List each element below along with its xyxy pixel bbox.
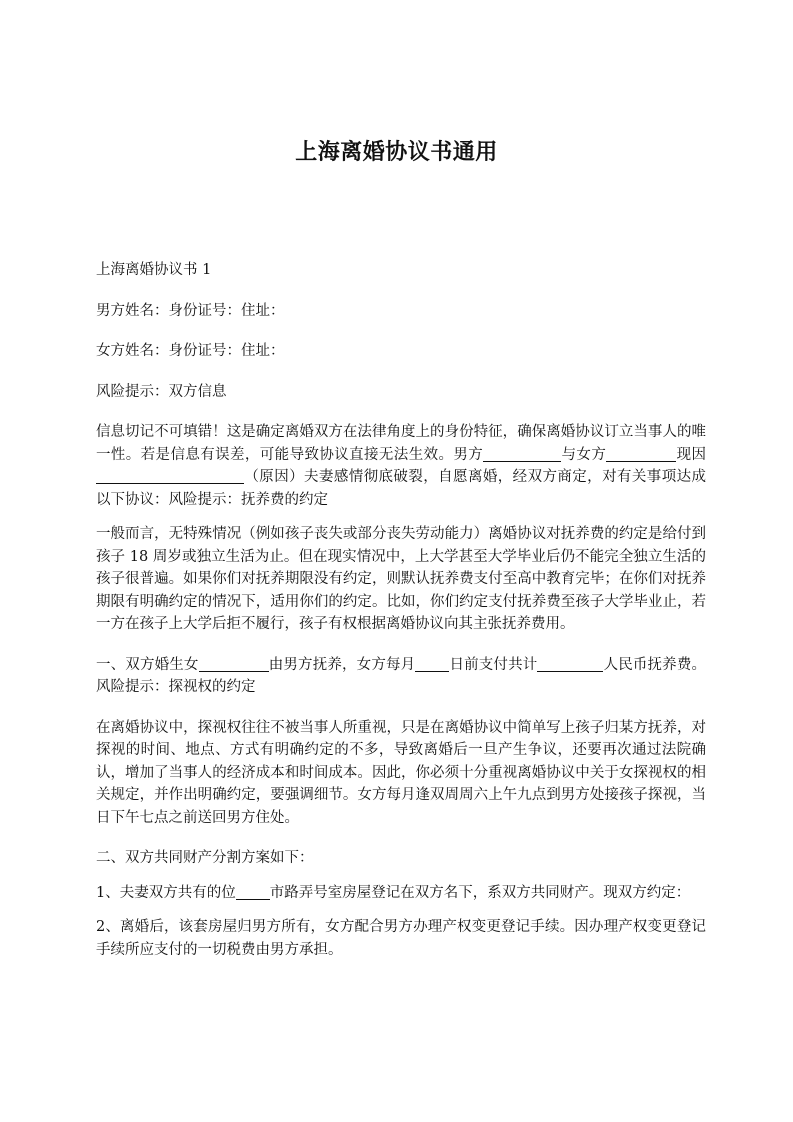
custody-text-a: 一、双方婚生女	[96, 656, 199, 673]
male-party-info: 男方姓名：身份证号：住址：	[96, 302, 285, 319]
female-party-info: 女方姓名：身份证号：住址：	[96, 343, 285, 359]
property-text-b: 市路弄号室房屋登记在双方名下，系双方共同财产。现双方约定：	[269, 884, 691, 901]
agreement-heading: 上海离婚协议书 1	[96, 262, 212, 278]
visitation-paragraph: 在离婚协议中，探视权往往不被当事人所重视，只是在离婚协议中简单写上孩子归某方抚养，对探视的时间、地点、方式有明确约定的不多，导致离婚后一旦产生争议，还要再次通过法院确认，增加了当事人的经济成本和时间成本。因此，你必须十分重视离婚协议中关于女探视权的相关规定，并作出明确约定，要强调细节。女方每月逢双周周六上午九点到男方处接孩子探视，当日下午七点之前送回男方住处。	[96, 719, 706, 826]
custody-text-b: 由男方抚养，女方每月	[268, 656, 416, 673]
document-title: 上海离婚协议书通用	[295, 140, 498, 165]
female-name-blank[interactable]	[606, 445, 676, 462]
property-clause-2: 2、离婚后，该套房屋归男方所有，女方配合男方办理产权变更登记手续。因办理产权变更登记手续所应支付的一切税费由男方承担。	[96, 919, 706, 958]
property-clause-1	[96, 882, 706, 905]
info-warning-paragraph	[96, 421, 706, 511]
info-warning-text-c: 现因	[676, 446, 706, 463]
info-warning-text-a: 信息切记不可填错！这是确定离婚双方在法律角度上的身份特征，确保离婚协议订立当事人的唯一性。若是信息有误差，可能导致协议直接无法生效。男方	[96, 424, 706, 463]
custody-text-c: 日前支付共计	[449, 656, 538, 673]
child-support-paragraph: 一般而言，无特殊情况（例如孩子丧失或部分丧失劳动能力）离婚协议对抚养费的约定是给付到孩子 18 周岁或独立生活为止。但在现实情况中，上大学甚至大学毕业后仍不能完全独立生活的孩子很普遍。如果你们对抚养期限没有约定，则默认抚养费支付至高中教育完毕；在你们对抚养期限有明确约定的情况下，适用你们的约定。比如，你们约定支付抚养费至孩子大学毕业止，若一方在孩子上大学后拒不履行，孩子有权根据离婚协议向其主张抚养费用。	[96, 526, 706, 632]
property-text-a: 1、夫妻双方共有的位	[96, 884, 236, 901]
custody-text-d: 人民币抚养费。风险提示：探视权的约定	[96, 656, 706, 695]
risk-tip-party-info: 风险提示：双方信息	[96, 383, 227, 400]
custody-clause	[96, 654, 706, 699]
payment-day-blank[interactable]	[415, 655, 449, 672]
property-location-blank[interactable]	[236, 883, 270, 900]
info-warning-text-d: （原因）夫妻感情彻底破裂，自愿离婚，经双方商定，对有关事项达成以下协议：风险提示：抚养费的约定	[96, 469, 706, 508]
daughter-name-blank[interactable]	[199, 655, 269, 672]
property-division-heading: 二、双方共同财产分割方案如下：	[96, 850, 314, 866]
document-body	[96, 259, 706, 979]
reason-blank[interactable]	[96, 467, 244, 484]
male-name-blank[interactable]	[483, 445, 561, 462]
payment-amount-blank[interactable]	[537, 655, 603, 672]
info-warning-text-b: 与女方	[561, 446, 607, 463]
